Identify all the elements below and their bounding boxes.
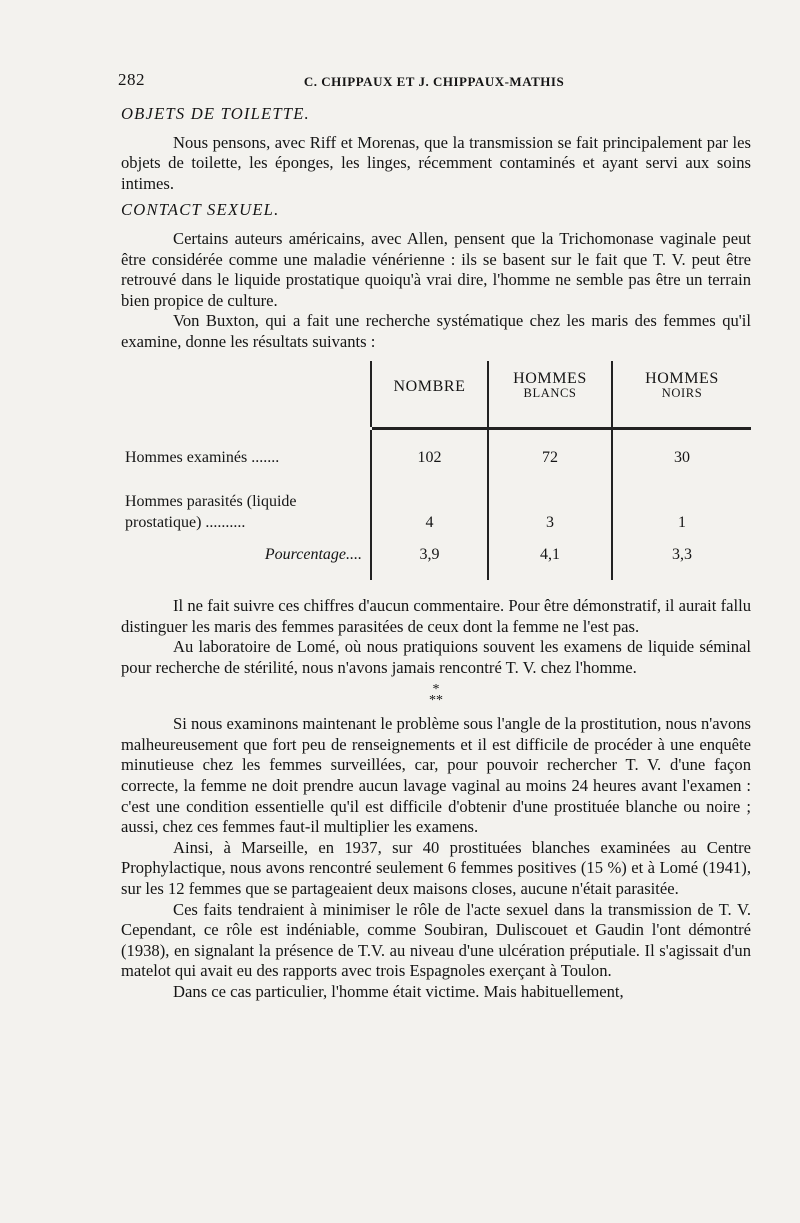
header-blancs-l2: BLANCS [523,385,577,400]
cell-blancs: 4,1 [488,539,612,580]
paragraph: Ces faits tendraient à minimiser le rôle de l'acte sexuel dans la transmission de T. V. Cependant, ce rôle est indéniable, comme Soubiran, Duliscouet et Gaudin l'ont démontré (1938), en signalant la présence de T.V. au niveau d'une ulcération préputiale. Il s'agissait d'un matelot qui avait eu des rapports avec trois Espagnoles exerçant à Toulon. [121,899,751,981]
paragraph: Nous pensons, avec Riff et Morenas, que la transmission se fait principalement par les objets de toilette, les éponges, les linges, récemment contaminés et ayant servi aux soins intimes. [121,132,751,193]
running-title: C. CHIPPAUX ET J. CHIPPAUX-MATHIS [303,74,565,89]
paragraph: Von Buxton, qui a fait une recherche systématique chez les maris des femmes qu'il examine, donne les résultats suivants : [121,311,751,351]
table-header-noirs [612,361,751,429]
row-label: Hommes examinés ....... [125,448,280,466]
table-header-nombre [371,361,488,429]
row-label: Hommes parasités (liquide prostatique) .......... [125,493,297,531]
header-blancs-l1: HOMMES [513,369,587,387]
table-row [121,539,751,580]
results-table [121,361,751,580]
paragraph: Dans ce cas particulier, l'homme était victime. Mais habituellement, [173,982,624,1001]
section-title-contact: CONTACT SEXUEL. [121,200,280,220]
asterism-separator [121,682,751,709]
page-header [118,70,750,92]
header-noirs-l2: NOIRS [661,385,703,400]
asterism-top: * [432,682,440,698]
table-header-blancs [488,361,612,429]
cell-noirs: 30 [612,428,751,474]
table-row [121,474,751,539]
table-header-row [121,361,751,429]
paragraph: Il ne fait suivre ces chiffres d'aucun commentaire. Pour être démonstratif, il aurait fallu distinguer les maris des femmes parasitées de ceux dont la femme ne l'est pas. [121,595,751,636]
cell-nombre: 3,9 [371,539,488,580]
paragraph: Au laboratoire de Lomé, où nous pratiquions souvent les examens de liquide séminal pour recherche de stérilité, nous n'avons jamais rencontré T. V. chez l'homme. [121,637,751,677]
cell-blancs: 3 [488,474,612,539]
row-label: Pourcentage.... [264,546,362,564]
section-title-toilette: OBJETS DE TOILETTE. [121,104,310,123]
cell-blancs: 72 [488,428,612,474]
header-noirs-l1: HOMMES [645,369,719,387]
table-row [121,428,751,474]
cell-nombre: 4 [371,474,488,539]
header-nombre-label: NOMBRE [393,377,466,395]
page-number: 282 [118,70,145,89]
paragraph: Certains auteurs américains, avec Allen, pensent que la Trichomonase vaginale peut être considérée comme une maladie vénérienne : ils se basent sur le fait que T. V. peut être retrouvé dans le liquide prostatique quoiqu'à vrai dire, l'homme ne semble pas être un terrain bien propice de culture. [121,228,751,310]
paragraph: Ainsi, à Marseille, en 1937, sur 40 prostituées blanches examinées au Centre Prophylactique, nous avons rencontré seulement 6 femmes positives (15 %) et à Lomé (1941), sur les 12 femmes que se partageaient deux maisons closes, aucune n'était parasitée. [121,837,751,899]
asterism-bottom: ** [429,693,443,709]
cell-noirs: 1 [612,474,751,539]
cell-noirs: 3,3 [612,539,751,580]
cell-nombre: 102 [371,428,488,474]
page-body [121,104,751,1003]
paragraph: Si nous examinons maintenant le problème sous l'angle de la prostitution, nous n'avons malheureusement que fort peu de renseignements et il est difficile de procéder à une enquête minutieuse chez les femmes surveillées, car, pour pouvoir rechercher T. V. d'une façon correcte, la femme ne doit prendre aucun lavage vaginal au moins 24 heures avant l'examen : c'est une condition essentielle qu'il est difficile d'obtenir d'une prostituée blanche ou noire ; aussi, chez ces femmes faut-il multiplier les examens. [121,714,751,837]
table-header-blank [121,361,371,429]
